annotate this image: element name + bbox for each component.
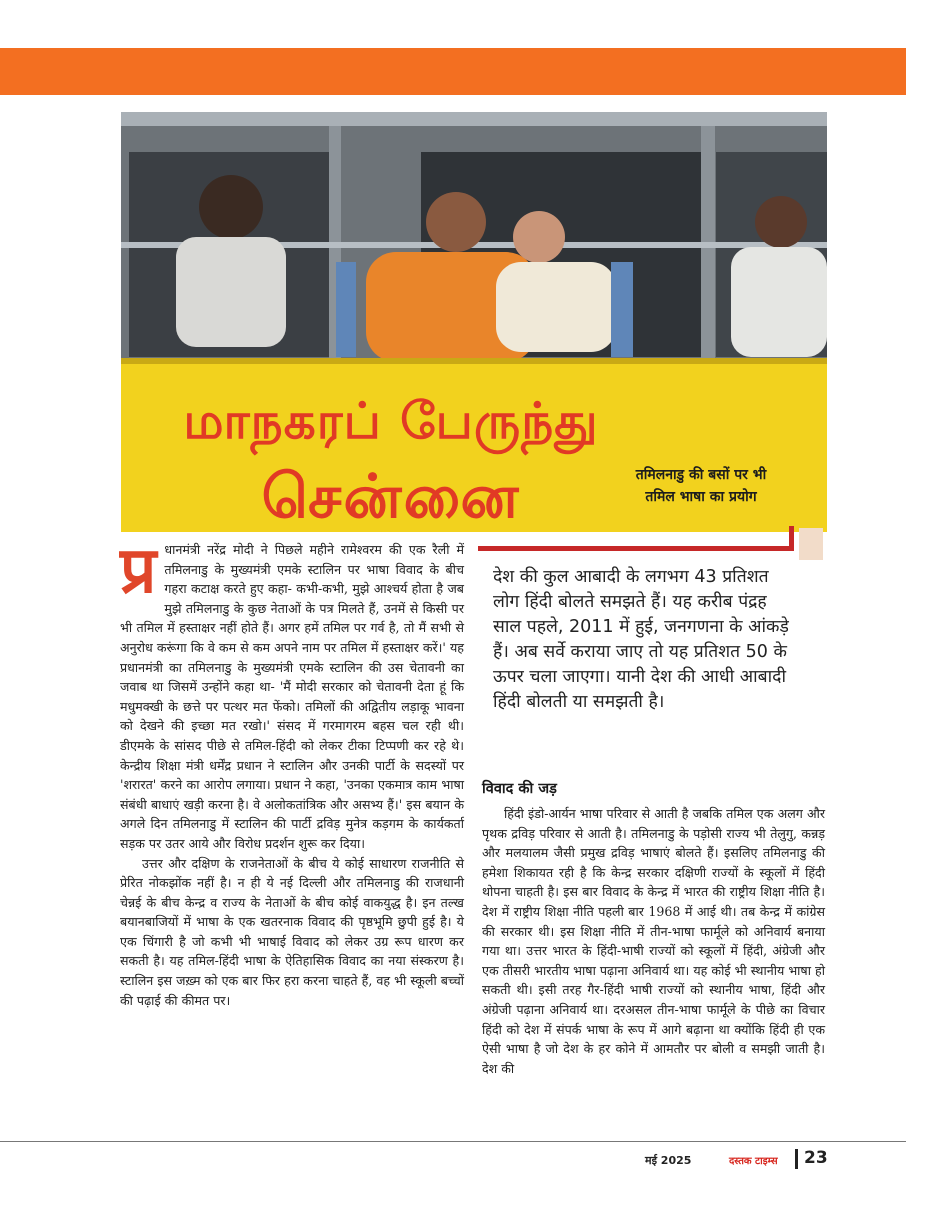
article-right-column [482,804,825,1078]
caption-line2: तमिल भाषा का प्रयोग [645,489,757,505]
pull-quote: देश की कुल आबादी के लगभग 43 प्रतिशत लोग हिंदी बोलते समझते हैं। यह करीब पंद्रह साल पहले, 2011 में हुई, जनगणना के आंकड़े हैं। अब सर्वे कराया जाए तो यह प्रतिशत 50 के ऊपर चला जाएगा। यानी देश की आधी आबादी हिंदी बोलती या समझती है। [493,567,789,712]
header-band [0,48,906,95]
paragraph-1-text: धानमंत्री नरेंद्र मोदी ने पिछले महीने रामेश्वरम की एक रैली में तमिलनाडु के मुख्यमंत्री एमके स्टालिन पर भाषा विवाद के बीच गहरा कटाक्ष करते हुए कहा- कभी-कभी, मुझे आश्चर्य होता है जब मुझे तमिलनाडु के कुछ नेताओं के पत्र मिलते हैं, उनमें से किसी पर भी तमिल में हस्ताक्षर नहीं होते हैं। अगर हमें तमिल पर गर्व है, तो मैं सभी से अनुरोध करूंगा कि वे कम से कम अपने नाम पर तमिल में हस्ताक्षर करें।' यह प्रधानमंत्री का तमिलनाडु के मुख्यमंत्री एमके स्टालिन की उस चेतावनी का जवाब था जिसमें उन्होंने कहा था- 'मैं मोदी सरकार को चेतावनी देता हूं कि मधुमक्खी के छत्ते पर पत्थर मत फेंको। तमिलों की अद्वितीय लड़ाकू भावना को देखने की इच्छा मत रखो।' संसद में गरमागरम बहस चल रही थी। डीएमके के सांसद पीछे से तमिल-हिंदी को लेकर टीका टिप्पणी कर रहे थे। केन्द्रीय शिक्षा मंत्री धर्मेंद्र प्रधान ने स्टालिन और उनकी पार्टी के सदस्यों पर 'शरारत' करने का आरोप लगाया। प्रधान ने कहा, 'उनका एकमात्र काम भाषा संबंधी बाधाएं खड़ी करना है। वे अलोकतांत्रिक और असभ्य हैं।' इस बयान के अगले दिन तमिलनाडु में स्टालिन की पार्टी द्रविड़ मुनेत्र कड़गम के कार्यकर्ता सड़क पर उतर आये और विरोध प्रदर्शन शुरू कर दिया। [120,542,464,851]
hero-photo [121,112,827,532]
paragraph-2: उत्तर और दक्षिण के राजनेताओं के बीच ये कोई साधारण राजनीति से प्रेरित नोकझोंक नहीं है। न ही ये नई दिल्ली और तमिलनाडु की राजधानी चेन्नई के बीच केन्द्र व राज्य के नेताओं के बीच कोई वाकयुद्ध है। इन तल्ख बयानबाजियों में भाषा के एक खतरनाक विवाद की पृष्ठभूमि छुपी हुई है। ये एक चिंगारी है जो कभी भी भाषाई विवाद को लेकर उग्र रूप धारण कर सकती है। यह तमिल-हिंदी भाषा के ऐतिहासिक विवाद का नया संस्करण है। स्टालिन इस जख़्म को एक बार फिर हरा करना चाहते हैं, वह भी स्कूली बच्चों की पढ़ाई की कीमत पर। [120,855,464,1008]
magazine-logo: दस्तक टाइम्स [729,1156,778,1167]
bus-tamil-text-line1: மாநகரப் பேருந்து [183,392,599,450]
page-number: 23 [804,1148,828,1168]
decorative-beige-box [799,528,823,560]
dropcap: प्र [120,534,157,608]
decorative-red-corner [789,526,794,551]
photo-caption [601,464,801,508]
article-left-column [120,534,464,1010]
bus-tamil-text-line2: சென்னை [261,462,521,532]
paragraph-1 [120,534,464,854]
paragraph-3: हिंदी इंडो-आर्यन भाषा परिवार से आती है जबकि तमिल एक अलग और पृथक द्रविड़ परिवार से आती है। तमिलनाडु के पड़ोसी राज्य भी तेलुगु, कन्नड़ और मलयालम जैसी प्रमुख द्रविड़ भाषाएं बोलते हैं। इसलिए तमिलनाडु की हमेशा शिकायत रही है कि केन्द्र सरकार दक्षिणी राज्यों के स्कूलों में हिंदी थोपना चाहती है। इस बार विवाद के केन्द्र में भारत की राष्ट्रीय शिक्षा नीति है। देश में राष्ट्रीय शिक्षा नीति पहली बार 1968 में आई थी। तब केन्द्र में कांग्रेस की सरकार थी। इस शिक्षा नीति में तीन-भाषा फार्मूले को अनिवार्य बनाया गया था। उत्तर भारत के हिंदी-भाषी राज्यों को स्कूलों में हिंदी, अंग्रेजी और एक तीसरी भारतीय भाषा पढ़ाना अनिवार्य था। यह कोई भी स्थानीय भाषा हो सकती थी। इसी तरह गैर-हिंदी भाषी राज्यों को स्थानीय भाषा, हिंदी और अंग्रेजी पढ़ाना अनिवार्य था। दरअसल तीन-भाषा फार्मूले के पीछे का विचार हिंदी को देश में संपर्क भाषा के रूप में आगे बढ़ाना था क्योंकि हिंदी ही एक ऐसी भाषा है जो देश के हर कोने में आमतौर पर बोली व समझी जाती है। देश की [482,806,825,1076]
section-subheading: विवाद की जड़ [482,781,557,797]
caption-line1: तमिलनाडु की बसों पर भी [635,467,767,483]
footer-date: मई 2025 [645,1154,692,1167]
decorative-red-line [478,546,793,551]
footer-separator [795,1149,798,1169]
footer-divider [0,1141,906,1142]
